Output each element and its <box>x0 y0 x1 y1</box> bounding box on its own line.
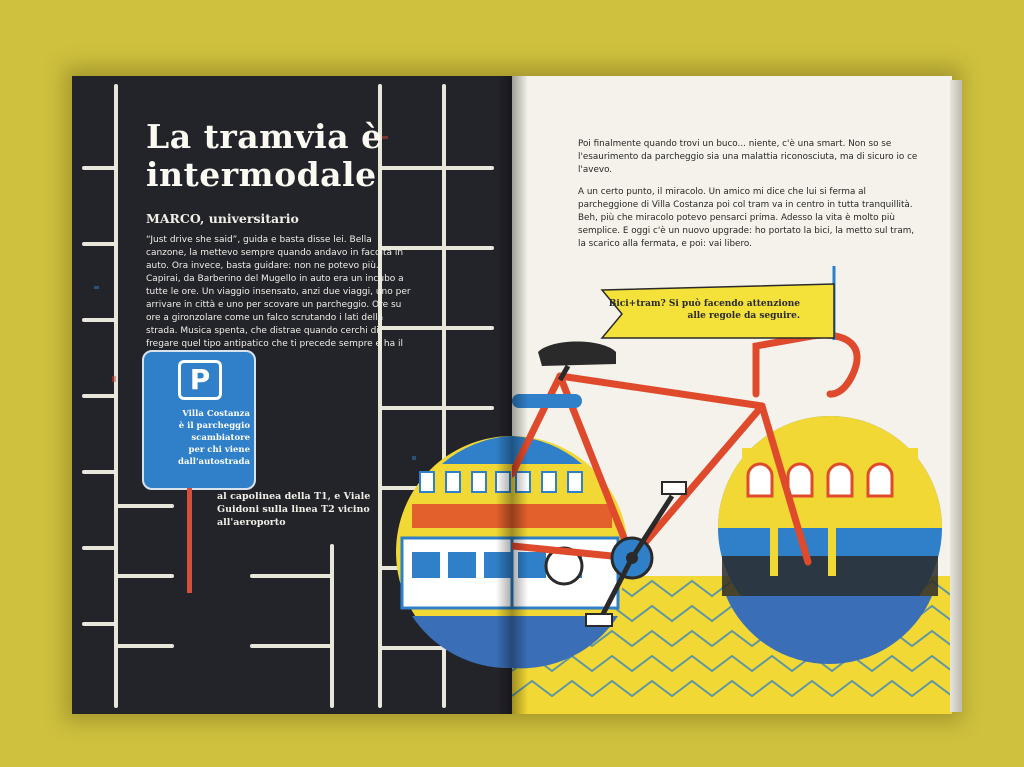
interview-body: “Just drive she said”, guida e basta disse lei. Bella canzone, la mettevo sempre quando andavo in facoltà in auto. Ora invece, basta guidare: non ne potevo più. Capirai, da Barberino del Mugello in auto era un incubo a tutte le ore. Un viaggio insensato, anzi due viaggi, uno per arrivare in città e uno per scovare un parcheggio. Ore su ore a gironzolare come un falco scrutando i lati della strada. Musica spenta, che distrae quando cerchi di fregare quel tipo antipatico che ti precede sempre e ha il <box>146 235 411 349</box>
flag-caption: Bici+tram? Si può facendo attenzione alle regole da seguire. <box>608 299 800 321</box>
paragraph-2: A un certo punto, il miracolo. Un amico mi dice che lui si ferma al parcheggione di Villa Costanza poi col tram va in centro in tutta tranquillità. Beh, più che miracolo potevo pensarci prima. Adesso la vita è molto più semplice. E oggi c'è un nuovo upgrade: ho portato la bici, la metto sul tram, la scarico alla fermata, e poi: vai libero. <box>578 187 915 249</box>
magazine-spread <box>72 76 952 714</box>
author-label: MARCO, universitario <box>146 211 299 226</box>
parking-sign-text: Villa Costanza è il parcheggio scambiatore per chi viene dall'autostrada <box>178 409 250 467</box>
paragraph-1: Poi finalmente quando trovi un buco... niente, c'è una smart. Non so se l'esaurimento da parcheggio sia una malattia riconosciuta, ma di sicuro io ce l'avevo. <box>578 139 918 175</box>
left-page <box>72 76 512 714</box>
interview-block <box>146 211 414 364</box>
location-caption: al capolinea della T1, e Viale Guidoni sulla linea T2 vicino all'aeroporto <box>217 491 371 528</box>
article-body <box>578 138 922 260</box>
page-edge <box>950 80 962 712</box>
parking-sign <box>142 350 256 490</box>
right-page <box>512 76 952 714</box>
page-title: La tramvia è intermodale <box>146 117 383 194</box>
sign-pole <box>187 488 192 593</box>
parking-icon: P <box>178 360 222 400</box>
